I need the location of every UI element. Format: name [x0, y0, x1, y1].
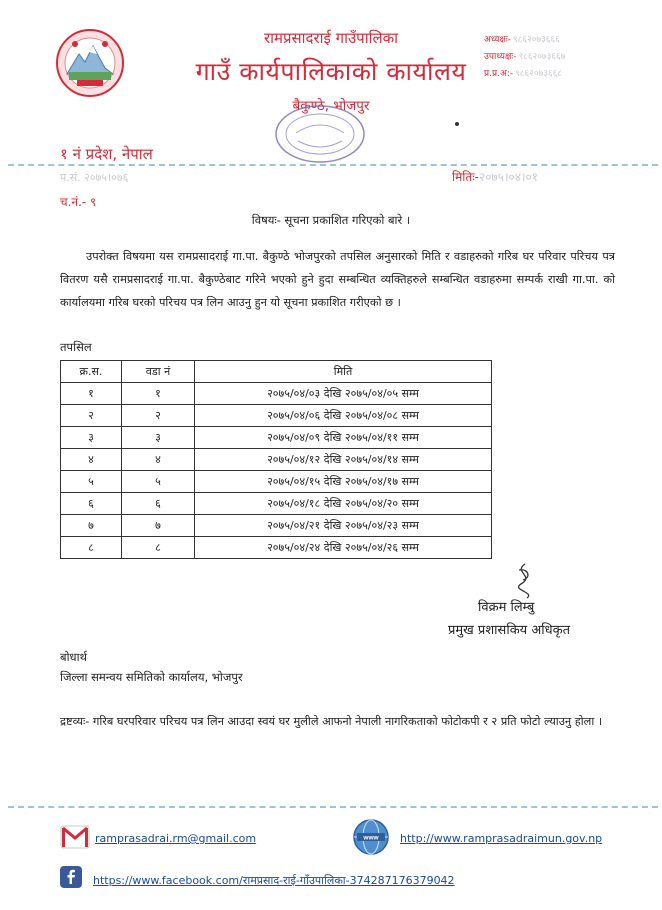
signer-title: प्रमुख प्रशासकिय अधिकृत	[448, 623, 571, 638]
reference-number: प.सं. २०७५।०७६	[60, 171, 129, 184]
cell-ward: २	[122, 405, 195, 427]
signer-name: विक्रम लिम्बु	[478, 600, 535, 615]
footer-divider	[8, 806, 658, 808]
table-header-row	[61, 361, 492, 383]
table-row	[61, 537, 492, 559]
ink-dot	[455, 122, 459, 126]
province-label: १ नं प्रदेश, नेपाल	[60, 145, 153, 163]
email-link[interactable]: ramprasadrai.rm@gmail.com	[95, 832, 257, 845]
note-text: द्रष्टव्यः- गरिब घरपरिवार परिचय पत्र लिन आउदा स्वयं घर मुलीले आफनो नेपाली नागरिकताको फोटोकपी र २ प्रति फोटो ल्याउनु होला ।	[60, 715, 603, 728]
annex-label: तपसिल	[60, 340, 92, 354]
cell-sn: ६	[61, 493, 122, 515]
cell-date: २०७५/०४/१८ देखि २०७५/०४/२० सम्म	[195, 493, 492, 515]
table-row	[61, 405, 492, 427]
cell-ward: ६	[122, 493, 195, 515]
table-row	[61, 471, 492, 493]
office-address: बैकुण्ठे, भोजपुर	[292, 98, 370, 114]
table-row	[61, 493, 492, 515]
cell-date: २०७५/०४/२१ देखि २०७५/०४/२३ सम्म	[195, 515, 492, 537]
cell-date: २०७५/०४/०३ देखि २०७५/०४/०५ सम्म	[195, 383, 492, 405]
table-row	[61, 383, 492, 405]
svg-text:www: www	[363, 834, 379, 842]
contact-chair: अध्यक्षः- ९८६२०७३६६६	[484, 35, 560, 45]
contact-vice-chair: उपाध्यक्षः- ९८६२०७३६६७	[484, 52, 566, 62]
office-name: रामप्रसादराई गाउँपालिका	[263, 29, 399, 47]
schedule-table	[60, 360, 492, 559]
gmail-icon	[60, 822, 90, 852]
cell-sn: ७	[61, 515, 122, 537]
column-header-date: मिति	[195, 361, 492, 383]
website-link[interactable]: http://www.ramprasadraimun.gov.np	[400, 832, 603, 845]
cell-sn: ३	[61, 427, 122, 449]
cell-ward: १	[122, 383, 195, 405]
office-title: गाउँ कार्यपालिकाको कार्यालय	[195, 57, 467, 86]
header-divider	[8, 164, 658, 166]
cell-sn: १	[61, 383, 122, 405]
cell-date: २०७५/०४/०९ देखि २०७५/०४/११ सम्म	[195, 427, 492, 449]
column-header-ward: वडा नं	[122, 361, 195, 383]
cell-ward: ७	[122, 515, 195, 537]
table-row	[61, 427, 492, 449]
cell-sn: ४	[61, 449, 122, 471]
cc-label: बोधार्थ	[60, 650, 87, 664]
column-header-sn: क्र.स.	[61, 361, 122, 383]
dispatch-number: च.नं.- ९	[60, 195, 97, 209]
cell-date: २०७५/०४/१५ देखि २०७५/०४/१७ सम्म	[195, 471, 492, 493]
cc-office: जिल्ला समन्वय समितिको कार्यालय, भोजपुर	[60, 670, 243, 684]
cell-sn: ८	[61, 537, 122, 559]
table-row	[61, 515, 492, 537]
signature-scribble	[505, 562, 545, 600]
web-icon	[352, 818, 390, 856]
cell-date: २०७५/०४/२४ देखि २०७५/०४/२६ सम्म	[195, 537, 492, 559]
cell-ward: ३	[122, 427, 195, 449]
table-row	[61, 449, 492, 471]
letter-body: उपरोक्त विषयमा यस रामप्रसादराई गा.पा. बैकुण्ठे भोजपुरको तपसिल अनुसारको मिति र वडाहरुको गरिब घर परिवार परिचय पत्र वितरण यसै रामप्रसादराई गा.पा. बैकुण्ठेबाट गरिने भएको हुने हुदा सम्बन्धित व्यक्तिहरुले सम्बन्धित वडाहरुमा सम्पर्क राखी गा.पा. को कार्यालयमा गरिब घरको परिचय पत्र लिन आउनु हुन यो सूचना प्रकाशित गरीएको छ ।	[60, 250, 615, 309]
cell-sn: ५	[61, 471, 122, 493]
cell-date: २०७५/०४/१२ देखि २०७५/०४/१४ सम्म	[195, 449, 492, 471]
contact-list	[484, 32, 565, 83]
letter-subject: विषयः- सूचना प्रकाशित गरिएको बारे ।	[251, 213, 411, 227]
facebook-icon	[60, 866, 82, 888]
cell-sn: २	[61, 405, 122, 427]
seal-stamp	[272, 103, 368, 165]
contact-cao: प्र.प्र.अ:- ९८६२०७३६६८	[484, 69, 562, 79]
cell-ward: ८	[122, 537, 195, 559]
facebook-link[interactable]: https://www.facebook.com/रामप्रसाद-राई-गाँउपालिका-374287176379042	[93, 874, 455, 887]
cell-ward: ४	[122, 449, 195, 471]
letter-date: मितिः-२०७५।०४।०१	[452, 170, 539, 184]
cell-date: २०७५/०४/०६ देखि २०७५/०४/०८ सम्म	[195, 405, 492, 427]
cell-ward: ५	[122, 471, 195, 493]
